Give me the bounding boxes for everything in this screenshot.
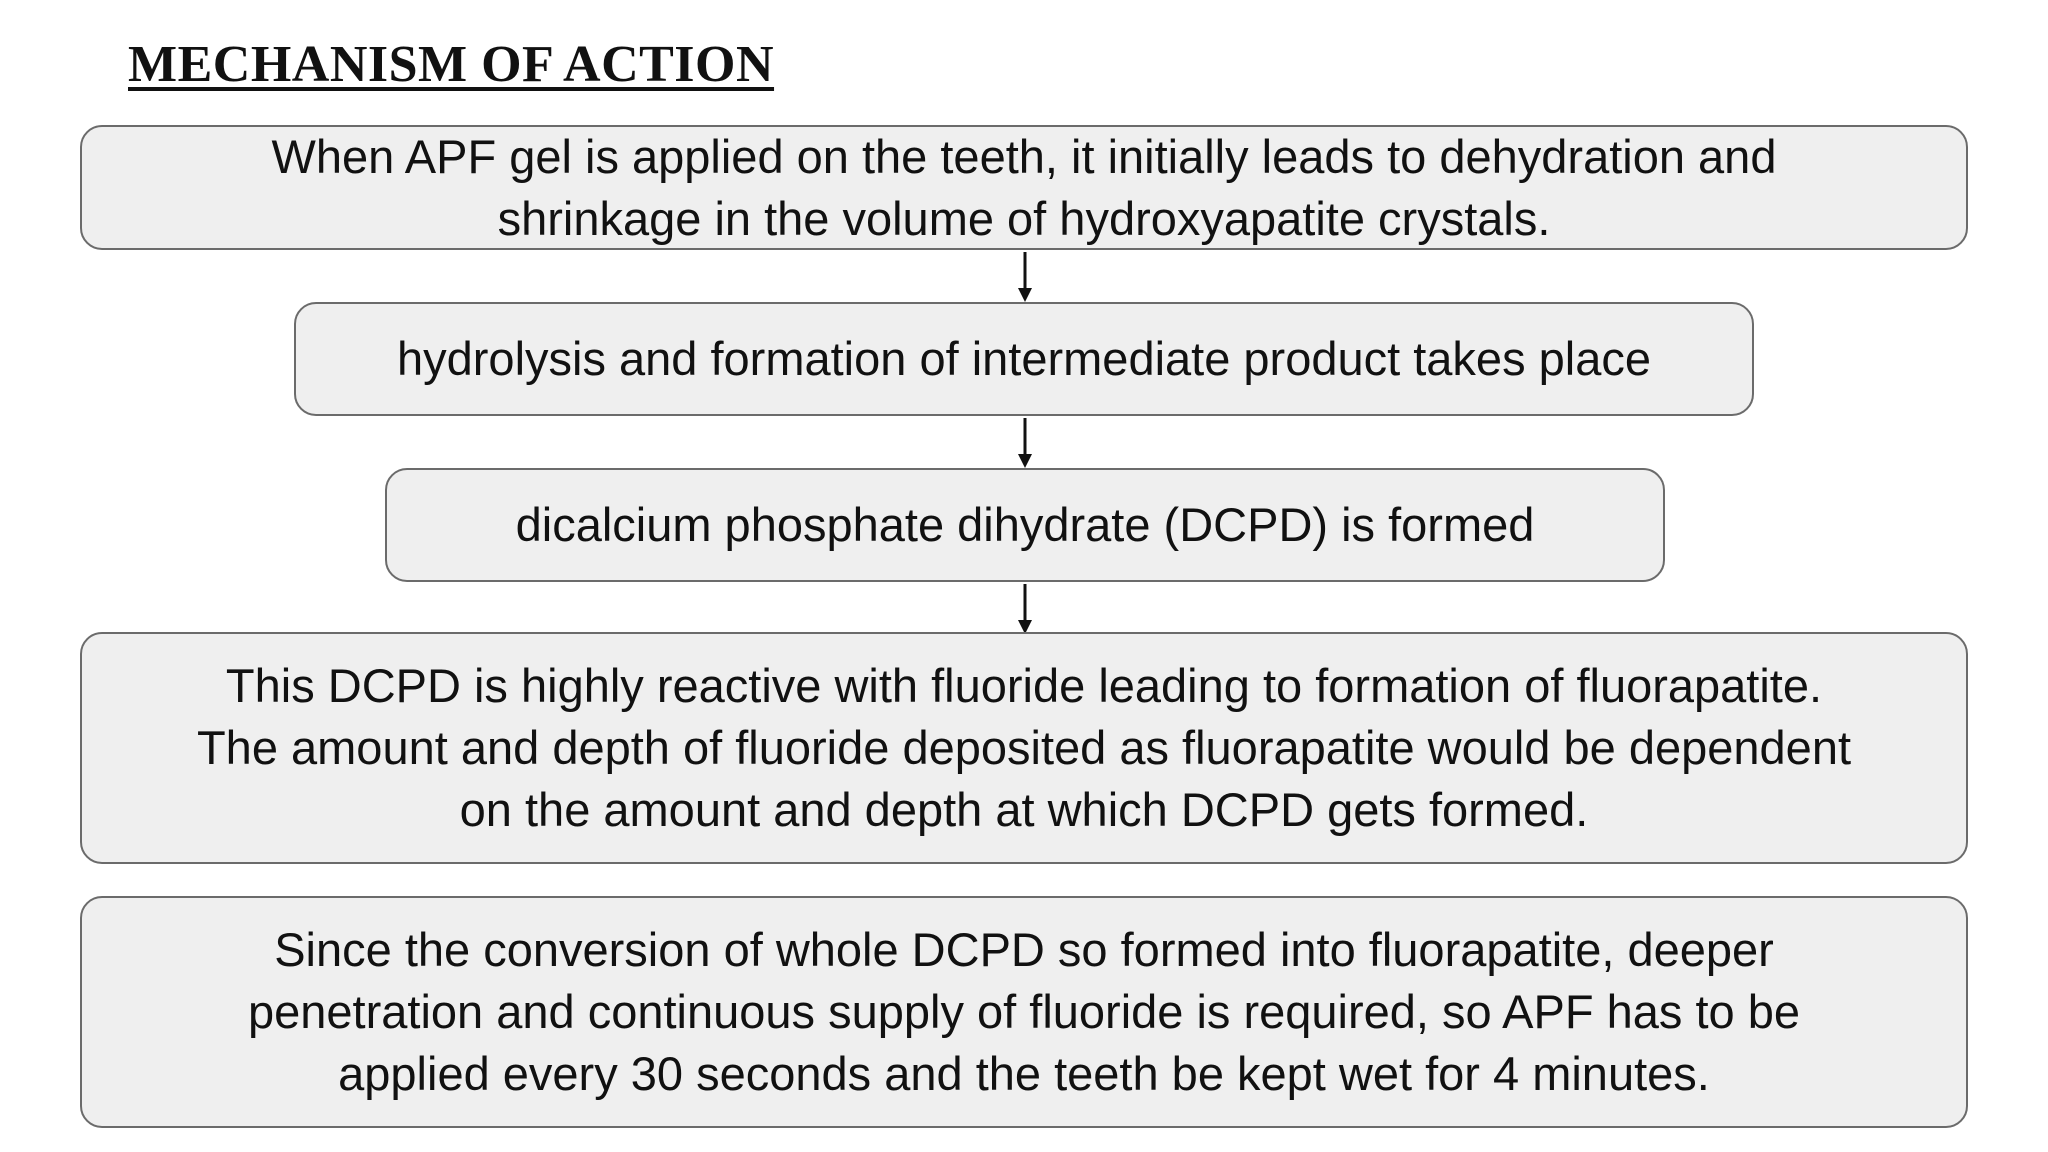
flow-step-2-line-1: hydrolysis and formation of intermediate product takes place [397, 332, 1651, 385]
flow-step-1-box [80, 125, 1968, 250]
down-arrow-3 [1010, 582, 1040, 636]
flow-step-1-line-2: shrinkage in the volume of hydroxyapatite crystals. [497, 191, 1551, 245]
down-arrow-1 [1010, 250, 1040, 304]
flow-step-4-line-3: on the amount and depth at which DCPD gets formed. [459, 783, 1589, 836]
flow-step-3-box [385, 468, 1665, 582]
flow-step-1-line-1: When APF gel is applied on the teeth, it initially leads to dehydration and [271, 129, 1777, 183]
flow-step-5-line-3: applied every 30 seconds and the teeth be kept wet for 4 minutes. [338, 1047, 1710, 1100]
down-arrow-2 [1010, 416, 1040, 470]
flow-step-4-line-2: The amount and depth of fluoride deposited as fluorapatite would be dependent [196, 721, 1852, 774]
flow-step-5-box [80, 896, 1968, 1128]
flow-step-5-line-1: Since the conversion of whole DCPD so formed into fluorapatite, deeper [274, 923, 1774, 976]
page-title: MECHANISM OF ACTION [128, 36, 775, 93]
flow-step-5-line-2: penetration and continuous supply of fluoride is required, so APF has to be [248, 985, 1800, 1038]
flow-step-4-box [80, 632, 1968, 864]
flow-step-4-line-1: This DCPD is highly reactive with fluoride leading to formation of fluorapatite. [225, 659, 1823, 712]
flow-step-3-line-1: dicalcium phosphate dihydrate (DCPD) is formed [515, 498, 1535, 551]
flow-step-2-box [294, 302, 1754, 416]
